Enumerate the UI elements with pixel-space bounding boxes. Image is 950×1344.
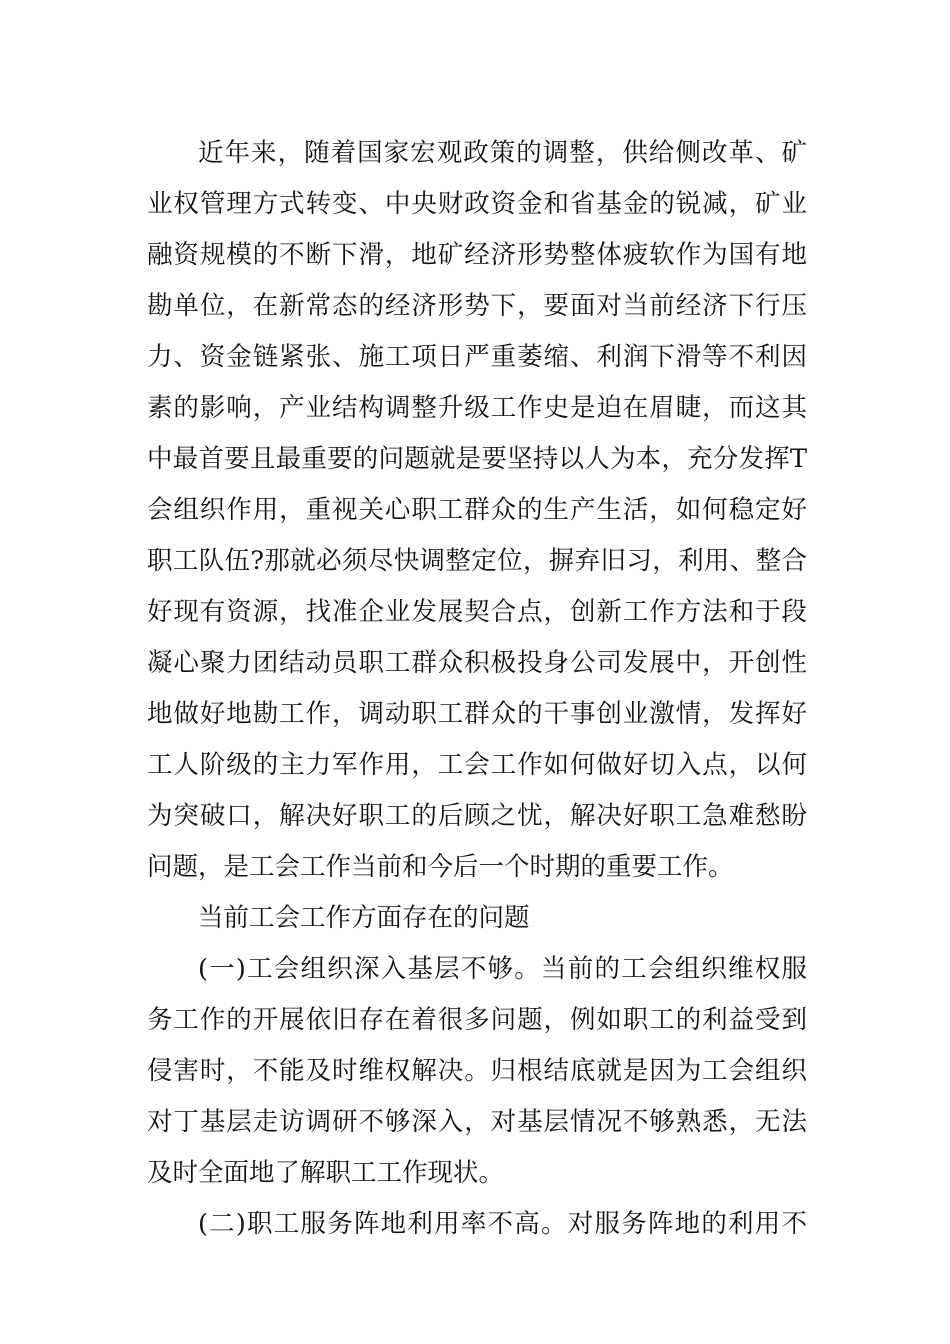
section-heading bbox=[147, 893, 807, 944]
text-line: 中最首要且最重要的问题就是要坚持以人为本，充分发挥T bbox=[147, 444, 807, 474]
paragraph-issue-2 bbox=[147, 1199, 807, 1250]
text-line: 职工队伍?那就必须尽快调整定位，摒弃旧习，利用、整合 bbox=[147, 546, 807, 576]
text-line: 侵害时，不能及时维权解决。归根结底就是因为工会组织 bbox=[147, 1056, 807, 1086]
text-line: 对丁基层走访调研不够深入，对基层情况不够熟悉，无法 bbox=[147, 1107, 807, 1137]
text-line: 好现有资源，找准企业发展契合点，创新工作方法和于段 bbox=[147, 597, 807, 627]
paragraph-issue-1 bbox=[147, 944, 807, 1199]
text-line: 务工作的开展依旧存在着很多问题，例如职工的利益受到 bbox=[147, 1005, 807, 1035]
text-line: (一)工会组织深入基层不够。当前的工会组织维权服 bbox=[198, 954, 807, 984]
text-line: 业权管理方式转变、中央财政资金和省基金的锐减，矿业 bbox=[147, 189, 807, 219]
text-line: 地做好地勘工作，调动职工群众的干事创业激情，发挥好 bbox=[147, 699, 807, 729]
paragraph-intro bbox=[147, 128, 807, 893]
heading-text: 当前工会工作方面存在的问题 bbox=[198, 903, 530, 933]
text-line: (二)职工服务阵地利用率不高。对服务阵地的利用不 bbox=[198, 1209, 807, 1239]
text-line: 近年来，随着国家宏观政策的调整，供给侧改革、矿 bbox=[198, 138, 807, 168]
text-line: 勘单位，在新常态的经济形势下，要面对当前经济下行压 bbox=[147, 291, 807, 321]
text-line: 凝心聚力团结动员职工群众积极投身公司发展中，开创性 bbox=[147, 648, 807, 678]
text-line: 素的影响，产业结构调整升级工作史是迫在眉睫，而这其 bbox=[147, 393, 807, 423]
document-body bbox=[147, 128, 807, 1250]
text-line: 会组织作用，重视关心职工群众的生产生活，如何稳定好 bbox=[147, 495, 807, 525]
text-line: 及时全面地了解职工工作现状。 bbox=[147, 1158, 505, 1188]
text-line: 问题，是工会工作当前和今后一个时期的重要工作。 bbox=[147, 852, 734, 882]
text-line: 为突破口，解决好职工的后顾之忧，解决好职工急难愁盼 bbox=[147, 801, 807, 831]
text-line: 力、资金链紧张、施工项日严重萎缩、利润下滑等不利因 bbox=[147, 342, 807, 372]
text-line: 融资规模的不断下滑，地矿经济形势整体疲软作为国有地 bbox=[147, 240, 807, 270]
text-line: 工人阶级的主力军作用，工会工作如何做好切入点，以何 bbox=[147, 750, 807, 780]
